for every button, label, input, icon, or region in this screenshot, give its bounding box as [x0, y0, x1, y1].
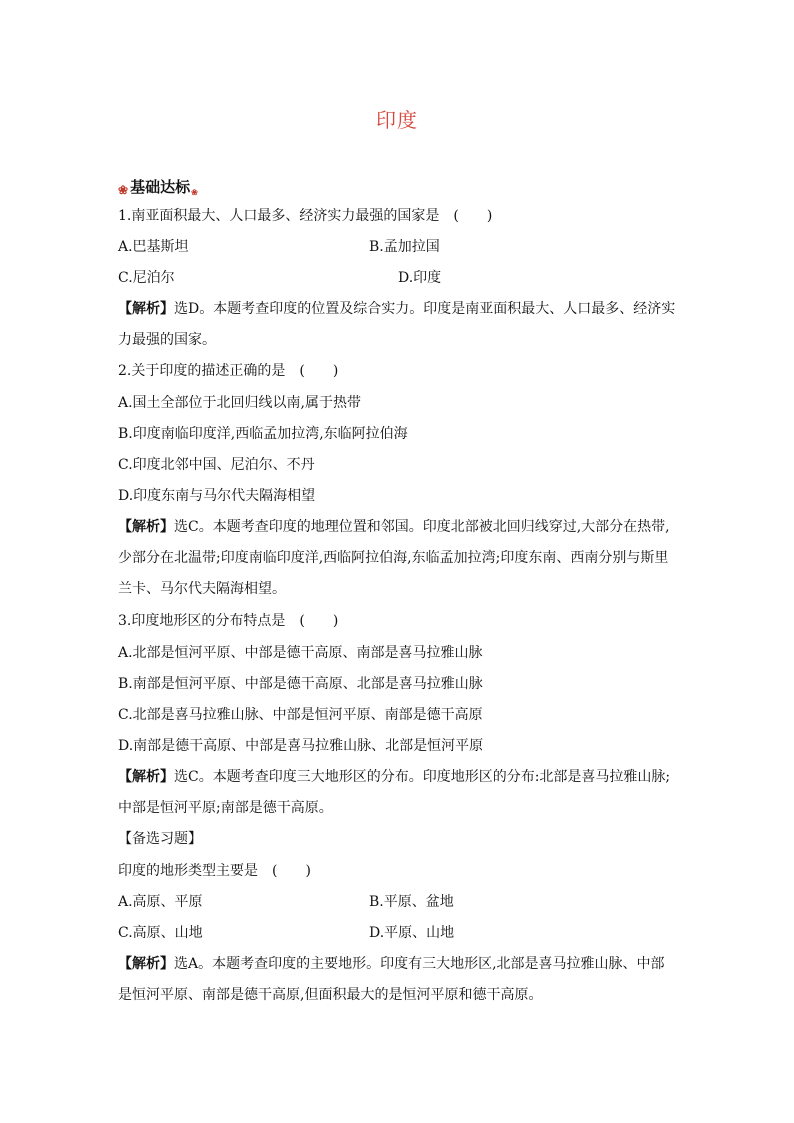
flower-icon: ❀	[118, 183, 129, 197]
extra-option-d: D.平原、山地	[369, 925, 455, 941]
extra-option-b: B.平原、盆地	[369, 894, 454, 910]
q3-option-c: C.北部是喜马拉雅山脉、中部是恒河平原、南部是德干高原	[118, 707, 483, 723]
extra-analysis-line2: 是恒河平原、南部是德干高原,但面积最大的是恒河平原和德干高原。	[118, 987, 543, 1003]
q3-option-a: A.北部是恒河平原、中部是德干高原、南部是喜马拉雅山脉	[118, 645, 483, 661]
q3-analysis-tag: 【解析】	[118, 769, 174, 785]
page-title: 印度	[376, 108, 418, 132]
q1-stem: 1.南亚面积最大、人口最多、经济实力最强的国家是 ( )	[118, 208, 493, 224]
q3-option-b: B.南部是恒河平原、中部是德干高原、北部是喜马拉雅山脉	[118, 676, 483, 692]
q3-option-d: D.南部是德干高原、中部是喜马拉雅山脉、北部是恒河平原	[118, 738, 484, 754]
q2-analysis-line1	[118, 517, 670, 537]
q1-option-d: D.印度	[398, 270, 442, 286]
section-header	[118, 176, 198, 197]
q2-analysis-line2: 少部分在北温带;印度南临印度洋,西临阿拉伯海,东临孟加拉湾;印度东南、西南分别与斯里	[118, 550, 669, 566]
q1-analysis-tag: 【解析】	[118, 301, 174, 317]
q1-option-b: B.孟加拉国	[369, 239, 440, 255]
extra-header: 【备选习题】	[118, 831, 202, 847]
q2-option-a: A.国土全部位于北回归线以南,属于热带	[118, 395, 362, 411]
q2-option-d: D.印度东南与马尔代夫隔海相望	[118, 488, 316, 504]
q2-analysis-text1: 选C。本题考查印度的地理位置和邻国。印度北部被北回归线穿过,大部分在热带,	[174, 519, 670, 535]
flower-small-icon: ❀	[191, 187, 198, 197]
q1-option-a: A.巴基斯坦	[118, 239, 189, 255]
q1-analysis-line2: 力最强的国家。	[118, 332, 216, 348]
extra-analysis-text1: 选A。本题考查印度的主要地形。印度有三大地形区,北部是喜马拉雅山脉、中部	[174, 956, 665, 972]
extra-analysis-tag: 【解析】	[118, 956, 174, 972]
q1-analysis-text1: 选D。本题考查印度的位置及综合实力。印度是南亚面积最大、人口最多、经济实	[174, 301, 676, 317]
q2-stem: 2.关于印度的描述正确的是 ( )	[118, 363, 339, 379]
q2-analysis-tag: 【解析】	[118, 519, 174, 535]
q2-option-c: C.印度北邻中国、尼泊尔、不丹	[118, 457, 315, 473]
q3-analysis-line1	[118, 767, 670, 787]
extra-option-a: A.高原、平原	[118, 894, 203, 910]
extra-stem: 印度的地形类型主要是 ( )	[118, 863, 311, 879]
q2-option-b: B.印度南临印度洋,西临孟加拉湾,东临阿拉伯海	[118, 426, 408, 442]
q3-analysis-line2: 中部是恒河平原;南部是德干高原。	[118, 800, 333, 816]
extra-option-c: C.高原、山地	[118, 925, 203, 941]
extra-analysis-line1	[118, 954, 665, 974]
q3-analysis-text1: 选C。本题考查印度三大地形区的分布。印度地形区的分布:北部是喜马拉雅山脉;	[174, 769, 671, 785]
q1-analysis-line1	[118, 299, 675, 319]
q1-option-c: C.尼泊尔	[118, 270, 175, 286]
q3-stem: 3.印度地形区的分布特点是 ( )	[118, 613, 339, 629]
section-label: 基础达标	[130, 178, 191, 196]
q2-analysis-line3: 兰卡、马尔代夫隔海相望。	[118, 581, 286, 597]
